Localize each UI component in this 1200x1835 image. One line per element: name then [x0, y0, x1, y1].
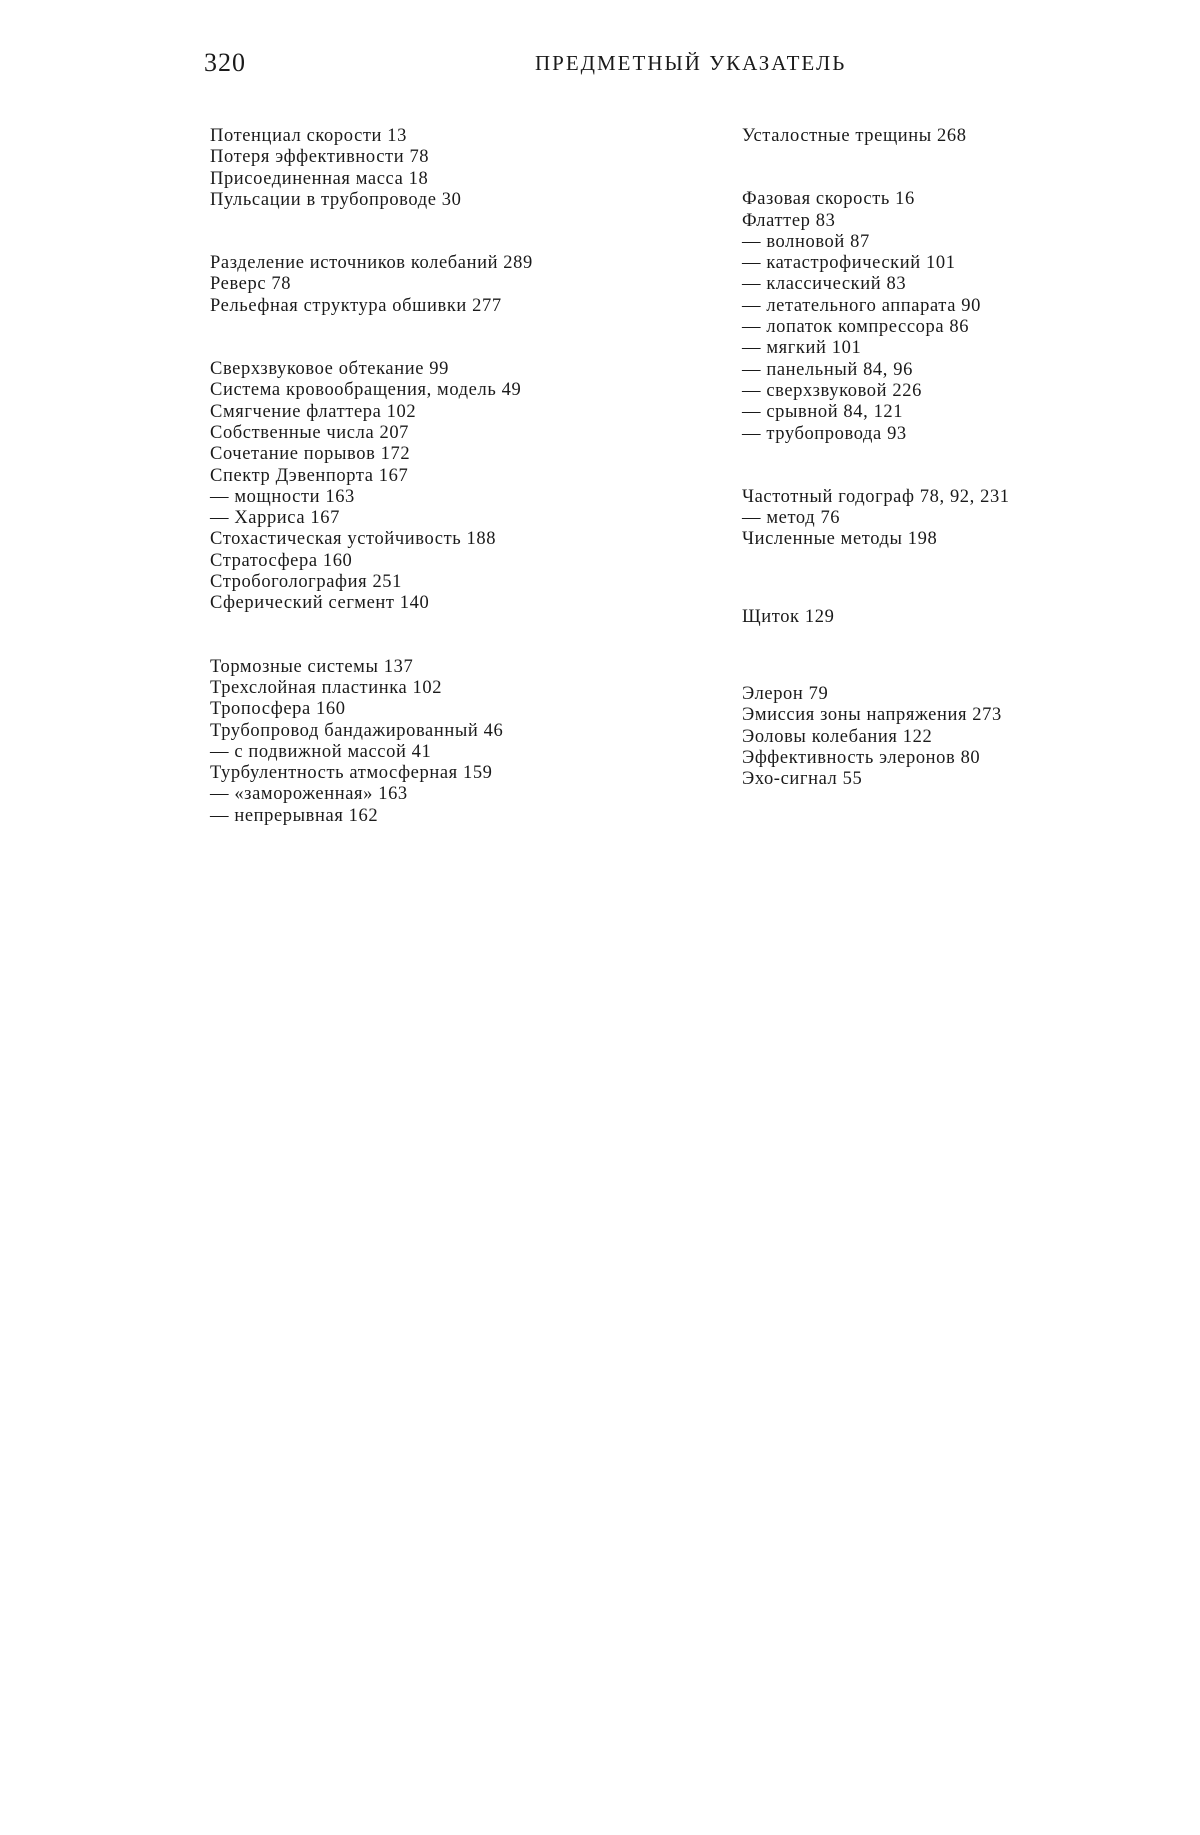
index-entry: Турбулентность атмосферная 159 — [210, 763, 493, 784]
index-entry: Эмиссия зоны напряжения 273 — [742, 705, 1002, 726]
index-entry: Стробоголография 251 — [210, 572, 403, 593]
index-column-right — [742, 126, 1162, 791]
index-letter-group — [742, 189, 1162, 445]
index-entry: Сочетание порывов 172 — [210, 444, 411, 465]
index-entry: Собственные числа 207 — [210, 422, 410, 443]
index-entry: Присоединенная масса 18 — [210, 168, 429, 189]
index-entry: Эоловы колебания 122 — [742, 726, 933, 747]
index-entry: Потенциал скорости 13 — [210, 126, 407, 146]
index-entry: Трубопровод бандажированный 46 — [210, 720, 504, 741]
index-entry: — мягкий 101 — [742, 338, 862, 359]
index-entry: — Харриса 167 — [210, 508, 340, 529]
index-entry: Пульсации в трубопроводе 30 — [210, 189, 462, 210]
index-entry: Смягчение флаттера 102 — [210, 401, 417, 422]
index-entry: Система кровообращения, модель 49 — [210, 380, 522, 401]
index-entry: — метод 76 — [742, 508, 841, 529]
index-entry: Фазовая скорость 16 — [742, 189, 915, 210]
index-entry: Тормозные системы 137 — [210, 656, 414, 677]
index-entry: Численные методы 198 — [742, 529, 938, 550]
page-number: 320 — [204, 48, 246, 77]
index-entry: Спектр Дэвенпорта 167 — [210, 465, 409, 486]
index-entry: Разделение источников колебаний 289 — [210, 253, 533, 274]
index-entry: — панельный 84, 96 — [742, 359, 913, 380]
index-entry: Рельефная структура обшивки 277 — [210, 295, 502, 316]
index-entry: Флаттер 83 — [742, 210, 836, 231]
index-entry: Трехслойная пластинка 102 — [210, 677, 443, 698]
page-header — [0, 48, 1200, 88]
index-entry: Потеря эффективности 78 — [210, 147, 430, 168]
index-entry: Сферический сегмент 140 — [210, 593, 430, 614]
index-entry: Сверхзвуковое обтекание 99 — [210, 359, 449, 380]
index-letter-group — [210, 359, 700, 615]
index-entry: Эффективность элеронов 80 — [742, 747, 981, 768]
index-entry: — непрерывная 162 — [210, 805, 379, 826]
index-letter-group — [742, 487, 1162, 551]
index-entry: — лопаток компрессора 86 — [742, 317, 970, 338]
index-letter-group — [210, 657, 700, 827]
index-entry: — мощности 163 — [210, 486, 355, 507]
index-entry: Тропосфера 160 — [210, 699, 346, 720]
index-entry: — трубопровода 93 — [742, 423, 907, 444]
index-entry: Эхо-сигнал 55 — [742, 769, 863, 790]
running-title: ПРЕДМЕТНЫЙ УКАЗАТЕЛЬ — [535, 51, 847, 75]
index-entry: Элерон 79 — [742, 684, 829, 705]
index-letter-group — [742, 126, 1162, 147]
index-entry: Усталостные трещины 268 — [742, 126, 967, 146]
index-entry: — катастрофический 101 — [742, 253, 956, 274]
index-entry: — классический 83 — [742, 274, 907, 295]
index-letter-group — [742, 684, 1162, 790]
index-entry: Стохастическая устойчивость 188 — [210, 529, 497, 550]
index-column-left — [210, 126, 700, 827]
index-letter-group — [742, 607, 1162, 628]
index-entry: Реверс 78 — [210, 274, 292, 295]
index-entry: — срывной 84, 121 — [742, 402, 904, 423]
index-entry: — с подвижной массой 41 — [210, 741, 432, 762]
index-entry: Стратосфера 160 — [210, 550, 353, 571]
index-entry: Частотный годограф 78, 92, 231 — [742, 486, 1010, 507]
index-entry: — сверхзвуковой 226 — [742, 380, 922, 401]
index-entry: — «замороженная» 163 — [210, 784, 408, 805]
index-letter-group — [210, 253, 700, 317]
index-entry: — летательного аппарата 90 — [742, 295, 981, 316]
index-letter-group — [210, 126, 700, 211]
index-entry: — волновой 87 — [742, 231, 870, 252]
index-entry: Щиток 129 — [742, 606, 835, 627]
